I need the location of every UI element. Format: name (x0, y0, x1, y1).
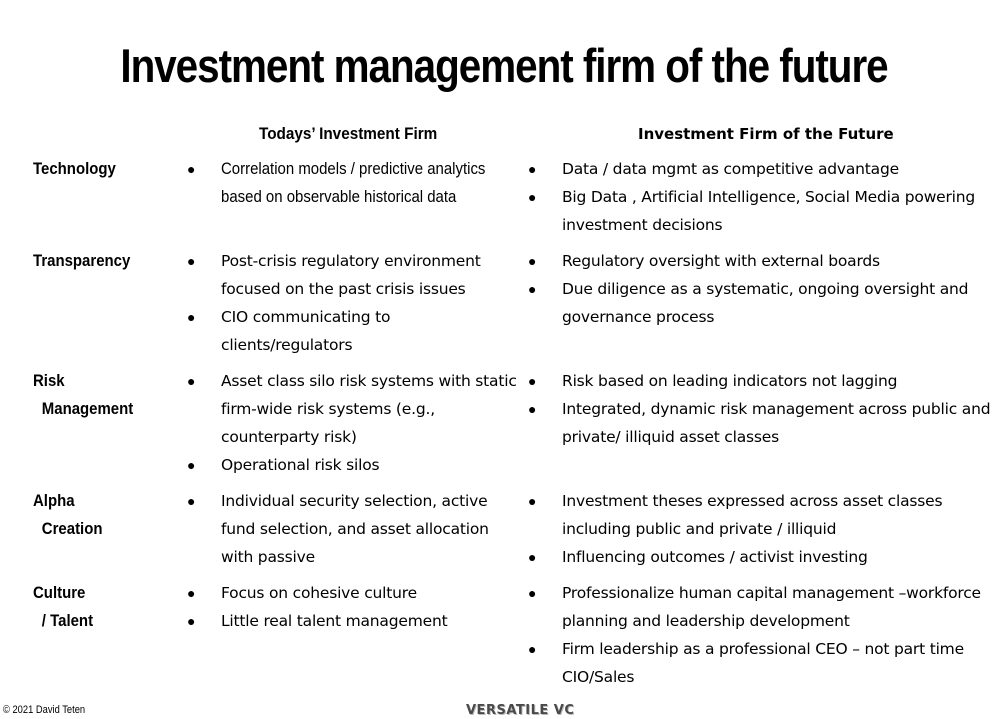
list-item-text: Asset class silo risk systems with static firm-wide risk systems (e.g., counterparty risk) (221, 372, 517, 446)
today-cell-culture-talent (188, 579, 518, 635)
list-item (188, 303, 518, 359)
bullet-icon: ● (528, 281, 537, 297)
row-label-risk-management (33, 367, 133, 423)
bullet-icon: ● (528, 401, 537, 417)
list-item-text: Investment theses expressed across asset classes including public and private / illiquid (562, 492, 943, 538)
bullet-icon: ● (528, 641, 537, 657)
future-cell-risk-management (528, 367, 998, 451)
bullet-icon: ● (528, 373, 537, 389)
list-item-text: Correlation models / predictive analytics based on observable historical data (221, 159, 486, 206)
row-label-line: / Talent (41, 611, 94, 630)
bullet-icon: ● (187, 309, 196, 325)
bullet-icon: ● (528, 585, 537, 601)
list-item-text: Due diligence as a systematic, ongoing oversight and governance process (562, 280, 969, 326)
copyright-text: © 2021 David Teten (3, 704, 86, 716)
list-item (528, 635, 998, 691)
row-label-line: Management (41, 399, 134, 418)
row-label-alpha-creation (33, 487, 102, 543)
row-label-line: Technology (33, 159, 116, 178)
bullet-icon: ● (187, 585, 196, 601)
column-header-today: Todays’ Investment Firm (259, 124, 438, 143)
list-item-text: Influencing outcomes / activist investing (562, 548, 868, 566)
list-item-text: CIO communicating to clients/regulators (221, 308, 391, 354)
column-header-future: Investment Firm of the Future (638, 125, 894, 143)
list-item-text: Big Data , Artificial Intelligence, Social Media powering investment decisions (562, 188, 976, 234)
list-item (188, 155, 518, 211)
list-item-text: Individual security selection, active fund selection, and asset allocation with passive (221, 492, 489, 566)
list-item (528, 155, 998, 183)
list-item (188, 247, 518, 303)
bullet-icon: ● (187, 253, 196, 269)
row-label-technology (33, 155, 116, 183)
list-item (188, 487, 518, 571)
versatile-vc-logo: VERSATILE VC (466, 703, 575, 718)
bullet-icon: ● (528, 189, 537, 205)
list-item-text: Data / data mgmt as competitive advantage (562, 160, 899, 178)
list-item-text: Operational risk silos (221, 456, 380, 474)
today-cell-alpha-creation (188, 487, 518, 571)
bullet-icon: ● (187, 373, 196, 389)
bullet-icon: ● (528, 253, 537, 269)
list-item (188, 451, 518, 479)
row-label-line: Alpha (33, 491, 75, 510)
list-item-text: Professionalize human capital management –workforce planning and leadership development (562, 584, 981, 630)
row-label-line: Risk (33, 371, 65, 390)
today-cell-transparency (188, 247, 518, 359)
list-item (528, 579, 998, 635)
row-label-line: Culture (33, 583, 86, 602)
today-cell-risk-management (188, 367, 518, 479)
list-item-text: Little real talent management (221, 612, 448, 630)
future-cell-alpha-creation (528, 487, 998, 571)
list-item (528, 183, 998, 239)
bullet-icon: ● (528, 549, 537, 565)
list-item-text: Post-crisis regulatory environment focused on the past crisis issues (221, 252, 481, 298)
list-item (528, 487, 998, 543)
today-cell-technology (188, 155, 518, 211)
list-item (528, 275, 998, 331)
list-item (528, 247, 998, 275)
row-label-line: Transparency (33, 251, 131, 270)
list-item (528, 395, 998, 451)
list-item-text: Risk based on leading indicators not lagging (562, 372, 898, 390)
list-item-text: Integrated, dynamic risk management across public and private/ illiquid asset classes (562, 400, 991, 446)
list-item-text: Regulatory oversight with external boards (562, 252, 880, 270)
list-item-text: Focus on cohesive culture (221, 584, 417, 602)
page-title: Investment management firm of the future (120, 39, 888, 92)
future-cell-culture-talent (528, 579, 998, 691)
row-label-culture-talent (33, 579, 93, 635)
future-cell-technology (528, 155, 998, 239)
row-label-transparency (33, 247, 130, 275)
list-item (188, 367, 518, 451)
list-item (188, 607, 518, 635)
future-cell-transparency (528, 247, 998, 331)
bullet-icon: ● (187, 493, 196, 509)
row-label-line: Creation (41, 519, 103, 538)
bullet-icon: ● (187, 457, 196, 473)
list-item (528, 367, 998, 395)
bullet-icon: ● (187, 161, 196, 177)
list-item (528, 543, 998, 571)
list-item (188, 579, 518, 607)
bullet-icon: ● (528, 493, 537, 509)
bullet-icon: ● (528, 161, 537, 177)
bullet-icon: ● (187, 613, 196, 629)
list-item-text: Firm leadership as a professional CEO – not part time CIO/Sales (562, 640, 964, 686)
